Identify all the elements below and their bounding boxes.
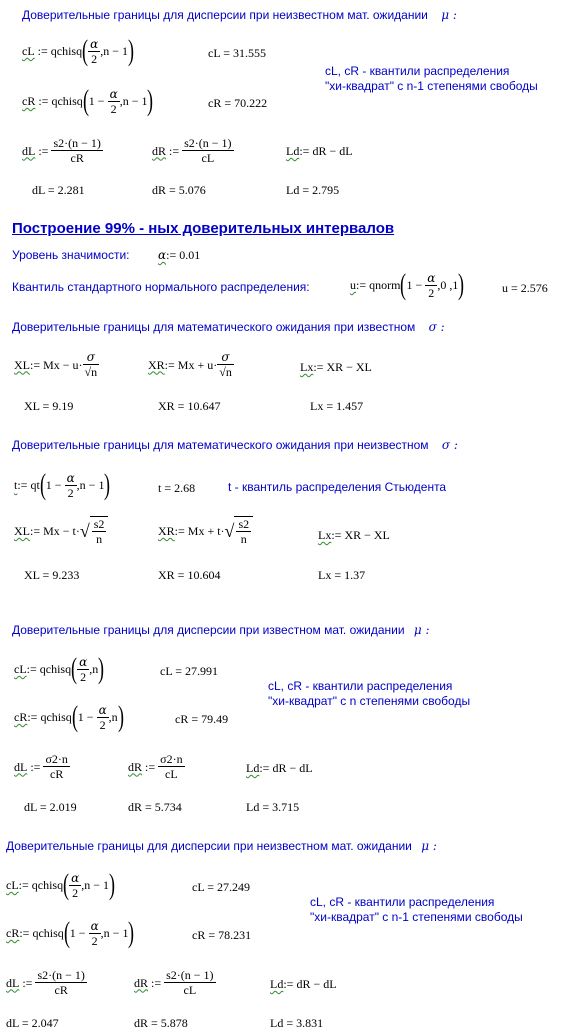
cL-variable: cL: [22, 44, 35, 58]
cR-variable: cR: [6, 926, 20, 940]
section-header: Построение 99% - ных доверительных интервалов: [12, 220, 395, 237]
Ld-result-2: Ld = 3.715: [246, 800, 300, 814]
Ld-expression: := dR − dL: [283, 977, 337, 991]
Ld-variable: Ld: [286, 144, 300, 158]
XR-expression: := Mx + u·: [164, 357, 218, 372]
Ld-variable: Ld: [270, 977, 284, 991]
note-line-3: cL, cR - квантили распределения: [268, 679, 453, 693]
t-result: t = 2.68: [158, 481, 196, 495]
section5-title: [6, 839, 437, 853]
cL-formula-2[interactable]: cL := qchisq ( $\frac{\alpha}{2}$ ,n ): [14, 652, 105, 685]
note-line-6: "хи-квадрат" с n-1 степенями свободы: [310, 910, 523, 924]
dL-formula-3[interactable]: dL := $\frac{s2\cdot(n - 1)}{cR}$: [6, 968, 85, 997]
dR-result-3: dR = 5.878: [134, 1016, 188, 1030]
dR-formula-2[interactable]: dR := $\frac{\sigma 2\cdot n}{cL}$: [128, 752, 183, 781]
dR-variable: dR: [152, 143, 167, 158]
qchisq-function: qchisq: [50, 44, 83, 58]
Lx-expression: := XR − XL: [331, 528, 390, 542]
quantile-label: Квантиль стандартного нормального распределения:: [12, 280, 310, 294]
cR-formula-2[interactable]: cR := qchisq ( 1 − $\frac{\alpha}{2}$ ,n ): [14, 700, 124, 733]
dL-fraction: $\frac{s2\cdot(n - 1)}{cR}$: [37, 968, 85, 997]
qnorm-args: ,0 ,1: [437, 278, 459, 292]
cL-formula[interactable]: cL := qchisq ( $\frac{\alpha}{2}$ ,n − 1 ): [22, 34, 134, 67]
Ld-variable: Ld: [246, 761, 260, 775]
sqrt-s2-over-n: √ $\frac{s2}{n}$: [80, 516, 109, 546]
df-argument: ,n − 1: [100, 926, 129, 940]
section2-title: [12, 320, 445, 334]
cL-result: cL = 31.555: [208, 46, 266, 60]
dR-result: dR = 5.076: [152, 183, 206, 197]
dL-variable: dL: [6, 975, 20, 990]
dL-variable: dL: [14, 759, 28, 774]
XL-expression: := Mx − t·: [30, 524, 80, 538]
dR-formula[interactable]: dR := $\frac{s2\cdot(n - 1)}{cL}$: [152, 136, 232, 165]
dL-fraction: $\frac{s2\cdot(n - 1)}{cR}$: [53, 136, 101, 165]
alpha-over-2: $\frac{\alpha}{2}$: [98, 702, 107, 732]
cR-variable: cR: [14, 710, 28, 724]
Ld-formula-3[interactable]: [270, 977, 337, 991]
sigma-symbol: σ :: [441, 438, 458, 452]
qchisq-function: := qchisq: [19, 926, 64, 940]
t-formula[interactable]: t := qt ( 1 − $\frac{\alpha}{2}$ ,n − 1 ): [14, 468, 111, 501]
Ld-formula[interactable]: [286, 144, 353, 158]
one-minus: 1 −: [88, 94, 105, 108]
section3-title: [12, 438, 458, 452]
XL-expression: := Mx − u·: [30, 357, 83, 372]
qt-function: := qt: [17, 478, 40, 492]
XL-variable: XL: [14, 357, 30, 372]
section4-title-text: Доверительные границы для дисперсии при известном мат. ожидании: [12, 623, 405, 637]
note-line-4: "хи-квадрат" с n степенями свободы: [268, 694, 471, 708]
df-argument: ,n − 1: [100, 44, 128, 58]
cL-result-2: cL = 27.991: [160, 664, 218, 678]
cR-result-3: cR = 78.231: [192, 928, 252, 942]
qchisq-function: := qchisq: [27, 710, 72, 724]
mu-symbol: μ :: [413, 623, 430, 637]
dR-formula-3[interactable]: dR := $\frac{s2\cdot(n - 1)}{cL}$: [134, 968, 214, 997]
section2-title-text: Доверительные границы для математического ожидания при известном: [12, 320, 416, 334]
cL-variable: cL: [14, 662, 27, 676]
XL-formula[interactable]: [14, 350, 99, 379]
XL-variable: XL: [14, 524, 30, 538]
cR-formula-3[interactable]: cR := qchisq ( 1 − $\frac{\alpha}{2}$ ,n − 1 ): [6, 916, 135, 949]
cL-variable: cL: [6, 878, 19, 892]
dR-fraction: $\frac{s2\cdot(n - 1)}{cL}$: [184, 136, 232, 165]
one-minus: 1 −: [77, 710, 94, 724]
df-argument: ,n: [89, 662, 99, 676]
u-formula[interactable]: u := qnorm ( 1 − $\frac{\alpha}{2}$ ,0 ,1 ): [350, 268, 465, 301]
XL-result: XL = 9.19: [24, 399, 74, 413]
alpha-variable: α: [158, 248, 167, 262]
df-argument: ,n − 1: [119, 94, 148, 108]
sigma-over-sqrt-n: $\frac{\sigma}{√n}$: [219, 350, 232, 379]
Ld-result-3: Ld = 3.831: [270, 1016, 324, 1030]
Ld-formula-2[interactable]: [246, 761, 313, 775]
qchisq-function: qchisq: [51, 94, 83, 108]
alpha-over-2: $\frac{\alpha}{2}$: [90, 918, 99, 948]
Lx-expression: := XR − XL: [313, 360, 372, 374]
alpha-over-2: $\frac{\alpha}{2}$: [90, 36, 99, 66]
Ld-expression: := dR − dL: [259, 761, 313, 775]
u-result: u = 2.576: [502, 281, 548, 295]
XR-variable: XR: [158, 524, 175, 538]
cR-result-2: cR = 79.49: [175, 712, 229, 726]
alpha-value: := 0.01: [166, 248, 201, 262]
t-variable: t: [14, 478, 18, 492]
one-minus: 1 −: [45, 478, 62, 492]
note-line-2: "хи-квадрат" с n-1 степенями свободы: [325, 79, 538, 93]
df-argument: ,n: [108, 710, 118, 724]
XR-formula[interactable]: [148, 350, 234, 379]
dR-variable: dR: [128, 759, 143, 774]
dL-formula[interactable]: dL := $\frac{s2\cdot(n - 1)}{cR}$: [22, 136, 101, 165]
cR-formula[interactable]: cR := qchisq ( 1 − $\frac{\alpha}{2}$ ,n − 1 ): [22, 84, 154, 117]
XR-result: XR = 10.647: [158, 399, 221, 413]
cL-result-3: cL = 27.249: [192, 880, 250, 894]
cR-result: cR = 70.222: [208, 96, 268, 110]
XR-formula-2[interactable]: [158, 516, 253, 546]
section5-title-text: Доверительные границы для дисперсии при неизвестном мат. ожидании: [6, 839, 412, 853]
section3-title-text: Доверительные границы для математического ожидания при неизвестном: [12, 438, 429, 452]
t-note: t - квантиль распределения Стьюдента: [228, 480, 447, 494]
alpha-over-2: $\frac{\alpha}{2}$: [109, 86, 118, 116]
one-minus: 1 −: [69, 926, 86, 940]
Lx-formula-2[interactable]: [318, 528, 390, 542]
dR-result-2: dR = 5.734: [128, 800, 182, 814]
Lx-formula[interactable]: [300, 360, 372, 374]
u-variable: u: [350, 278, 356, 292]
one-minus: 1 −: [406, 278, 423, 292]
XR-variable: XR: [148, 357, 165, 372]
note-line-1: cL, cR - квантили распределения: [325, 64, 510, 78]
alpha-over-2: $\frac{\alpha}{2}$: [427, 270, 436, 300]
mu-symbol: μ :: [441, 8, 457, 22]
alpha-over-2: $\frac{\alpha}{2}$: [66, 470, 75, 500]
sigma-symbol: σ :: [428, 320, 445, 334]
XR-result-2: XR = 10.604: [158, 568, 221, 582]
cR-variable: cR: [22, 94, 36, 108]
qchisq-function: := qchisq: [18, 878, 64, 892]
dL-formula-2[interactable]: dL := $\frac{\sigma 2\cdot n}{cR}$: [14, 752, 68, 781]
dL-result-3: dL = 2.047: [6, 1016, 59, 1030]
section1-title: [22, 8, 457, 22]
qchisq-function: := qchisq: [26, 662, 72, 676]
dR-fraction: $\frac{\sigma 2\cdot n}{cL}$: [160, 752, 183, 781]
dL-fraction: $\frac{\sigma 2\cdot n}{cR}$: [45, 752, 68, 781]
XR-expression: := Mx + t·: [174, 524, 225, 538]
sqrt-s2-over-n: √ $\frac{s2}{n}$: [225, 516, 254, 546]
Lx-variable: Lx: [318, 528, 332, 542]
section4-title: [12, 623, 430, 637]
df-argument: ,n − 1: [81, 878, 109, 892]
Lx-result-2: Lx = 1.37: [318, 568, 366, 582]
dL-result-2: dL = 2.019: [24, 800, 77, 814]
note-line-5: cL, cR - квантили распределения: [310, 895, 495, 909]
XL-result-2: XL = 9.233: [24, 568, 80, 582]
Ld-expression: := dR − dL: [299, 144, 353, 158]
XL-formula-2[interactable]: [14, 516, 108, 546]
alpha-over-2: $\frac{\alpha}{2}$: [79, 654, 88, 684]
dR-fraction: $\frac{s2\cdot(n - 1)}{cL}$: [166, 968, 214, 997]
Ld-result: Ld = 2.795: [286, 183, 340, 197]
alpha-assignment[interactable]: [158, 248, 200, 262]
alpha-over-2: $\frac{\alpha}{2}$: [71, 870, 80, 900]
qnorm-function: := qnorm: [356, 278, 401, 292]
significance-label: Уровень значимости:: [12, 248, 130, 262]
dL-result: dL = 2.281: [32, 183, 85, 197]
cL-formula-3[interactable]: cL := qchisq ( $\frac{\alpha}{2}$ ,n − 1 ): [6, 868, 115, 901]
mu-symbol: μ :: [421, 839, 437, 853]
sigma-over-sqrt-n: $\frac{\sigma}{√n}$: [84, 350, 98, 379]
dR-variable: dR: [134, 975, 149, 990]
Lx-result: Lx = 1.457: [310, 399, 364, 413]
section1-title-text: Доверительные границы для дисперсии при неизвестном мат. ожидании: [22, 8, 428, 22]
dL-variable: dL: [22, 143, 36, 158]
Lx-variable: Lx: [300, 360, 314, 374]
df-argument: ,n − 1: [76, 478, 105, 492]
